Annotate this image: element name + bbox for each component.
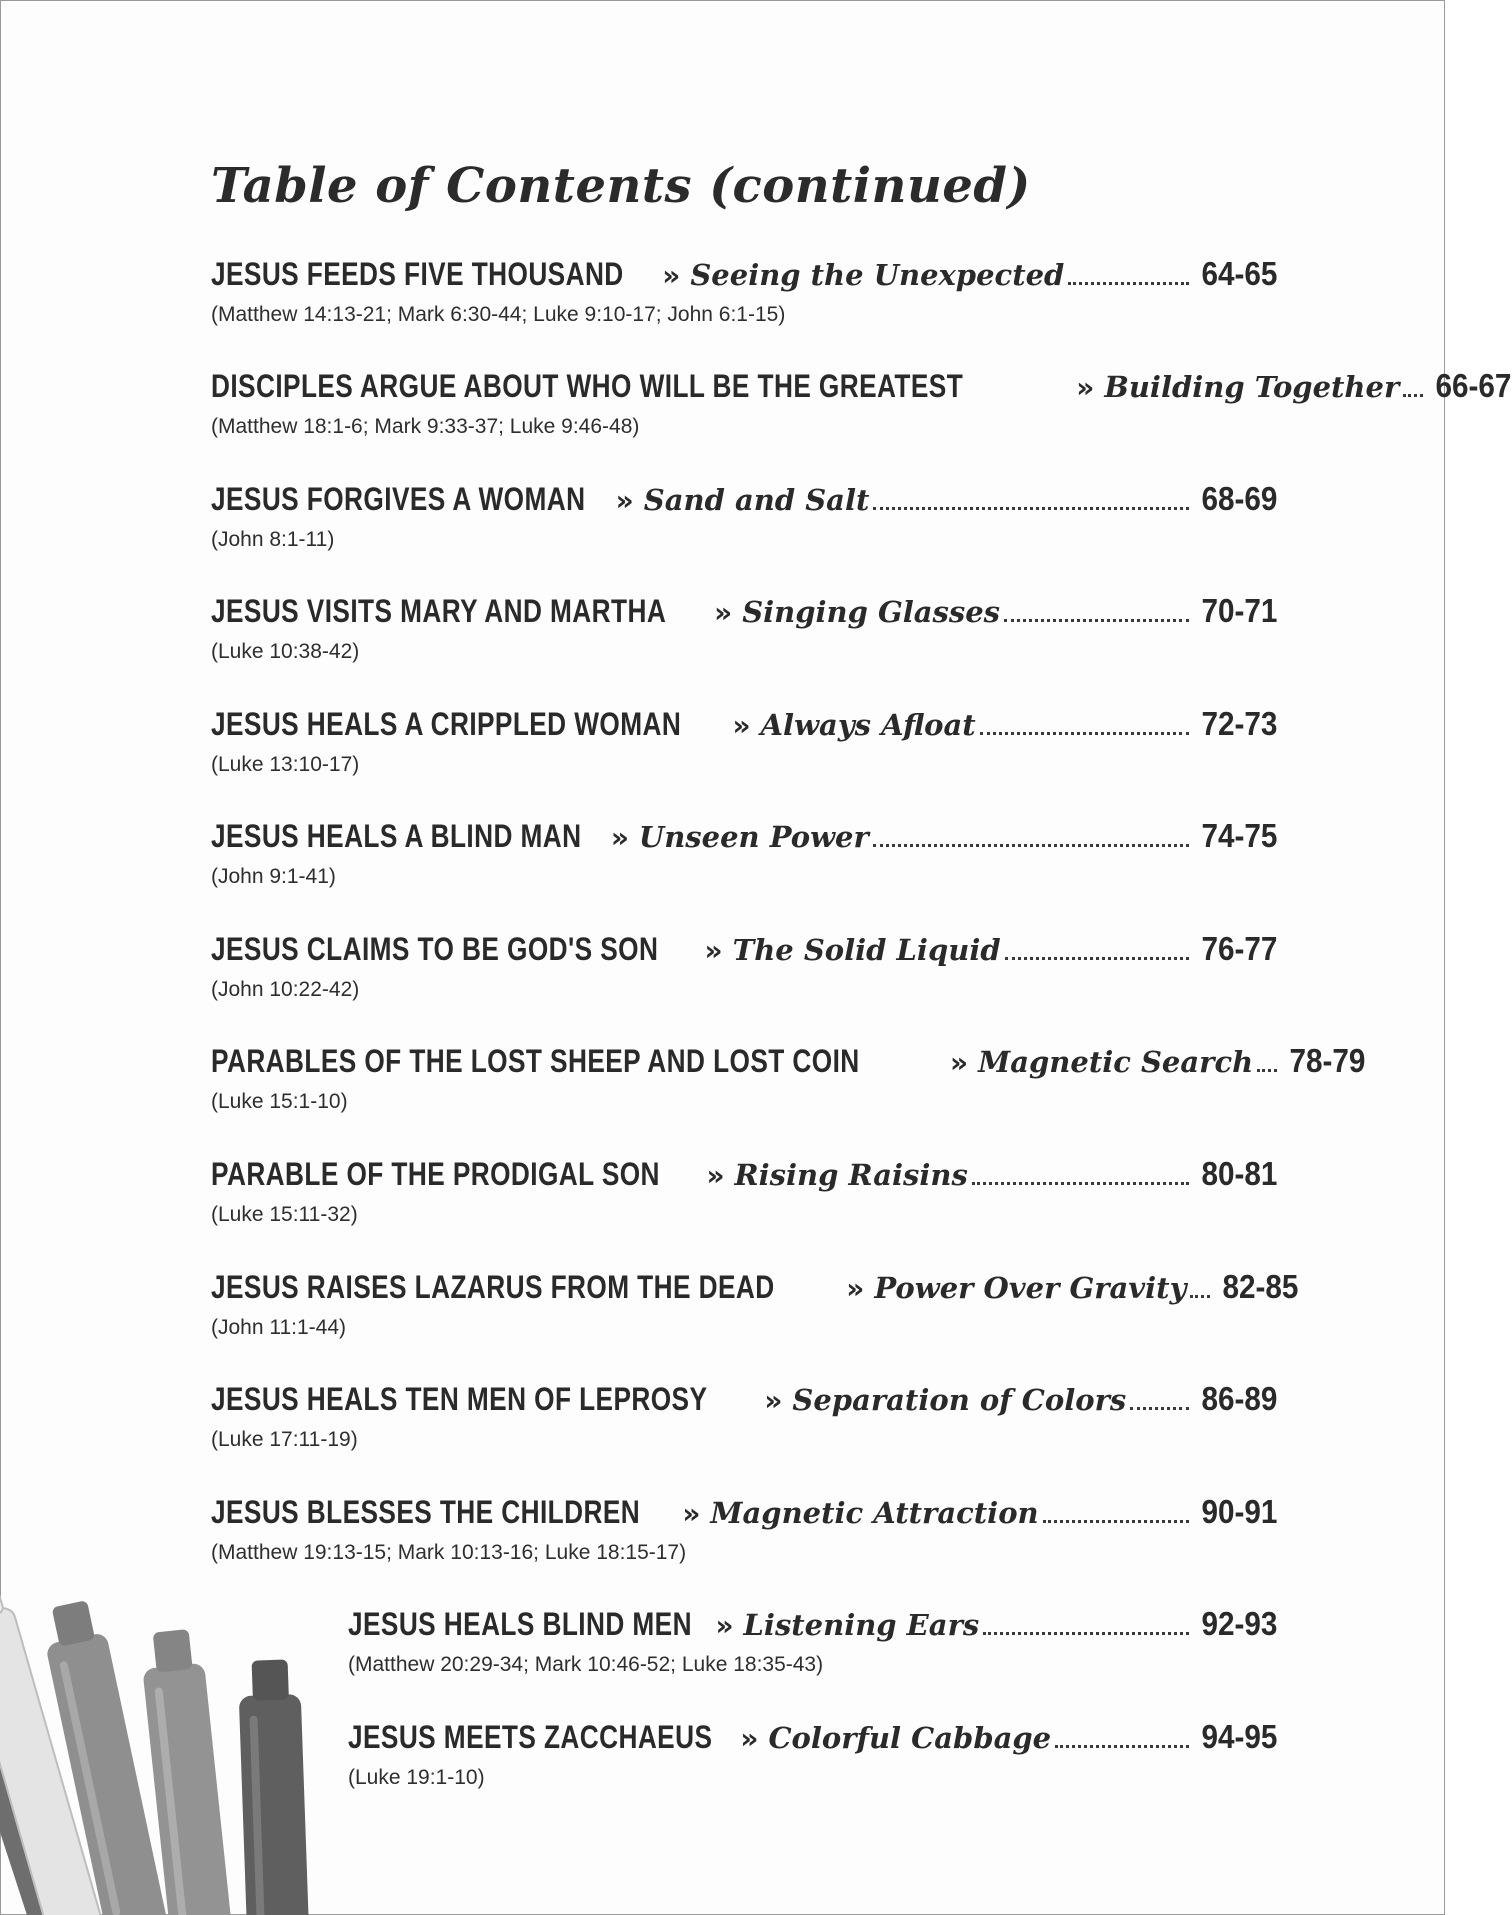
toc-entry	[211, 1493, 1277, 1565]
story-title: JESUS HEALS BLIND MEN	[348, 1606, 692, 1642]
toc-entry-line	[211, 480, 1277, 528]
scripture-reference: (Luke 19:1-10)	[348, 1766, 485, 1789]
activity-title: Building Together	[1104, 370, 1400, 404]
page-title: Table of Contents (continued)	[211, 158, 1031, 214]
toc-entry-line	[211, 367, 1512, 415]
scripture-reference: (Luke 17:11-19)	[211, 1428, 358, 1451]
toc-entry-line	[211, 255, 1277, 303]
toc-entry-line	[348, 1605, 1277, 1653]
scripture-reference: (John 10:22-42)	[211, 978, 360, 1001]
separator-icon: »	[764, 1384, 783, 1417]
toc-entry	[211, 255, 1277, 327]
separator-icon: »	[615, 484, 634, 517]
scripture-reference: (Luke 15:1-10)	[211, 1090, 348, 1113]
page-range: 66-67	[1435, 367, 1512, 404]
story-title: PARABLE OF THE PRODIGAL SON	[211, 1156, 660, 1192]
scripture-reference: (John 9:1-41)	[211, 865, 336, 888]
toc-entry-line	[211, 930, 1277, 978]
story-title: JESUS HEALS TEN MEN OF LEPROSY	[211, 1381, 708, 1417]
scripture-reference: (Matthew 18:1-6; Mark 9:33-37; Luke 9:46-48)	[211, 415, 640, 438]
story-title: JESUS FORGIVES A WOMAN	[211, 481, 586, 517]
toc-entry	[211, 480, 1277, 552]
story-title: JESUS MEETS ZACCHAEUS	[348, 1719, 713, 1755]
page-range: 86-89	[1201, 1380, 1277, 1417]
story-title: JESUS RAISES LAZARUS FROM THE DEAD	[211, 1269, 775, 1305]
story-title: DISCIPLES ARGUE ABOUT WHO WILL BE THE GREATEST	[211, 368, 964, 404]
dot-leader	[1403, 393, 1423, 397]
activity-title: The Solid Liquid	[732, 933, 1001, 967]
scripture-reference: (Luke 13:10-17)	[211, 753, 360, 776]
scripture-reference: (Matthew 14:13-21; Mark 6:30-44; Luke 9:10-17; John 6:1-15)	[211, 303, 786, 326]
dot-leader	[972, 1181, 1189, 1185]
toc-entry-line	[211, 592, 1277, 640]
separator-icon: »	[715, 1609, 734, 1642]
activity-title: Always Afloat	[760, 708, 976, 742]
toc-entry	[211, 930, 1277, 1002]
page-range: 90-91	[1201, 1493, 1277, 1530]
separator-icon: »	[950, 1046, 969, 1079]
activity-title: Sand and Salt	[643, 483, 870, 517]
activity-title: Separation of Colors	[792, 1383, 1127, 1417]
page-range: 70-71	[1201, 592, 1277, 629]
page-range: 92-93	[1201, 1605, 1277, 1642]
dot-leader	[1190, 1294, 1210, 1298]
toc-entry-line	[211, 1155, 1277, 1203]
toc-entry	[211, 705, 1277, 777]
story-title: JESUS BLESSES THE CHILDREN	[211, 1494, 641, 1530]
story-title: JESUS FEEDS FIVE THOUSAND	[211, 256, 624, 292]
toc-entry	[211, 592, 1277, 664]
dot-leader	[1257, 1068, 1277, 1072]
story-title: JESUS HEALS A BLIND MAN	[211, 818, 582, 854]
scripture-reference: (Luke 15:11-32)	[211, 1203, 358, 1226]
scripture-reference: (John 11:1-44)	[211, 1316, 347, 1339]
activity-title: Unseen Power	[638, 820, 869, 854]
separator-icon: »	[706, 1159, 725, 1192]
dot-leader	[1055, 1744, 1188, 1748]
dot-leader	[980, 731, 1189, 735]
activity-title: Singing Glasses	[742, 595, 1000, 629]
page-range: 64-65	[1201, 255, 1277, 292]
page-range: 80-81	[1201, 1155, 1277, 1192]
page-range: 76-77	[1201, 930, 1277, 967]
separator-icon: »	[610, 821, 629, 854]
story-title: PARABLES OF THE LOST SHEEP AND LOST COIN	[211, 1043, 860, 1079]
toc-entry-line	[211, 1042, 1366, 1090]
dot-leader	[873, 506, 1188, 510]
page-range: 72-73	[1201, 705, 1277, 742]
story-title: JESUS HEALS A CRIPPLED WOMAN	[211, 706, 682, 742]
story-title: JESUS CLAIMS TO BE GOD'S SON	[211, 931, 659, 967]
toc-entry	[211, 1155, 1277, 1227]
toc-entry-line	[211, 1493, 1277, 1541]
dot-leader	[1130, 1406, 1188, 1410]
activity-title: Magnetic Search	[978, 1045, 1254, 1079]
separator-icon: »	[662, 259, 681, 292]
scripture-reference: (Luke 10:38-42)	[211, 640, 360, 663]
dot-leader	[983, 1631, 1188, 1635]
page-range: 94-95	[1201, 1718, 1277, 1755]
separator-icon: »	[714, 596, 733, 629]
activity-title: Rising Raisins	[734, 1158, 968, 1192]
dot-leader	[1004, 618, 1189, 622]
toc-entry	[211, 1380, 1277, 1452]
activity-title: Magnetic Attraction	[710, 1496, 1039, 1530]
separator-icon: »	[740, 1722, 759, 1755]
toc-entry-line	[211, 705, 1277, 753]
dot-leader	[1068, 281, 1188, 285]
toc-entry	[211, 367, 1512, 439]
toc-entry-line	[211, 1380, 1277, 1428]
toc-entry-line	[211, 1268, 1299, 1316]
page-range: 68-69	[1201, 480, 1277, 517]
scripture-reference: (John 8:1-11)	[211, 528, 335, 551]
page-range: 74-75	[1201, 817, 1277, 854]
separator-icon: »	[732, 709, 751, 742]
activity-title: Power Over Gravity	[874, 1271, 1187, 1305]
toc-entry	[211, 1268, 1299, 1340]
page-range: 82-85	[1222, 1268, 1299, 1305]
activity-title: Seeing the Unexpected	[690, 258, 1065, 292]
page-range: 78-79	[1289, 1042, 1366, 1079]
toc-entry-line	[348, 1718, 1277, 1766]
scripture-reference: (Matthew 20:29-34; Mark 10:46-52; Luke 18:35-43)	[348, 1653, 824, 1676]
toc-entry	[211, 1042, 1366, 1114]
separator-icon: »	[846, 1272, 865, 1305]
toc-entry	[348, 1718, 1277, 1790]
toc-entry	[211, 817, 1277, 889]
separator-icon: »	[1076, 371, 1095, 404]
dot-leader	[1043, 1519, 1189, 1523]
dot-leader	[1005, 956, 1189, 960]
story-title: JESUS VISITS MARY AND MARTHA	[211, 593, 667, 629]
dot-leader	[873, 843, 1189, 847]
toc-entry-line	[211, 817, 1277, 865]
separator-icon: »	[704, 934, 723, 967]
toc-entry	[348, 1605, 1277, 1677]
activity-title: Listening Ears	[743, 1608, 980, 1642]
activity-title: Colorful Cabbage	[768, 1721, 1052, 1755]
scripture-reference: (Matthew 19:13-15; Mark 10:13-16; Luke 18:15-17)	[211, 1541, 687, 1564]
separator-icon: »	[682, 1497, 701, 1530]
